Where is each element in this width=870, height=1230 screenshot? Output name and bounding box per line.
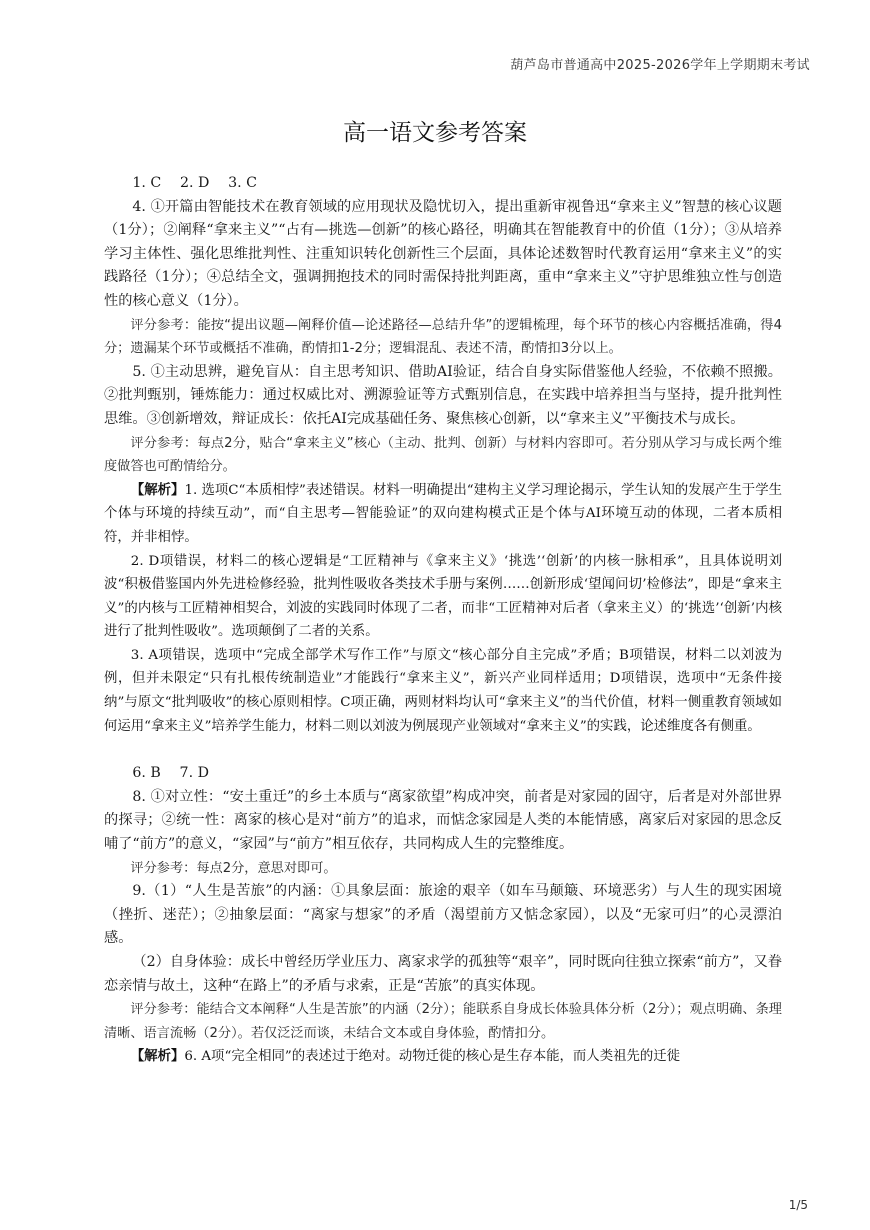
answer-content	[104, 172, 782, 1069]
answers-6-7: 6. B 7. D	[132, 765, 209, 782]
analysis-label: 【解析】	[130, 481, 185, 498]
analysis-q1-text: 1. 选项C“本质相悖”表述错误。材料一明确提出“建构主义学习理论揭示，学生认知的发展产生于学生个体与环境的持续互动”，而“自主思考—智能验证”的双向建构模式正是个体与AI环境互动的体现，二者本质相符，并非相悖。	[104, 482, 783, 545]
scoring-q8: 评分参考：每点2分，意思对即可。	[130, 860, 337, 876]
answer-q9-part2: （2）自身体验：成长中曾经历学业压力、离家求学的孤独等“艰辛”，同时既向往独立探索“前方”，又眷恋亲情与故土，这种“在路上”的矛盾与求索，正是“苦旅”的真实体现。	[104, 954, 782, 994]
answer-q5: 5. ①主动思辨，避免盲从：自主思考知识、借助AI验证，结合自身实际借鉴他人经验，不依赖不照搬。②批判甄别，锤炼能力：通过权威比对、溯源验证等方式甄别信息，在实践中培养担当与坚持，提升批判性思维。③创新增效，辩证成长：依托AI完成基础任务、聚焦核心创新，以“拿来主义”平衡技术与成长。	[104, 363, 782, 427]
section-gap	[104, 738, 782, 762]
analysis-q6-text: 6. A项“完全相同”的表述过于绝对。动物迁徙的核心是生存本能，而人类祖先的迁徙	[184, 1049, 681, 1065]
page-title: 高一语文参考答案	[343, 120, 527, 146]
exam-header: 葫芦岛市普通高中2025-2026学年上学期期末考试	[510, 58, 810, 73]
answer-q8: 8. ①对立性：“安土重迁”的乡土本质与“离家欲望”构成冲突，前者是对家园的固守，后者是对外部世界的探寻；②统一性：离家的核心是对“前方”的追求，而惦念家园是人类的本能情感，离家后对家园的思念反哺了“前方”的意义，“家园”与“前方”相互依存，共同构成人生的完整维度。	[104, 788, 782, 853]
scoring-q4: 评分参考：能按“提出议题—阐释价值—论述路径—总结升华”的逻辑梳理，每个环节的核心内容概括准确，得4分；遗漏某个环节或概括不准确，酌情扣1-2分；逻辑混乱、表述不清，酌情扣3分以上。	[104, 317, 782, 357]
analysis-q2: 2. D项错误，材料二的核心逻辑是“工匠精神与《拿来主义》‘挑选’‘创新’的内核一脉相承”，且具体说明刘波“积极借鉴国内外先进检修经验，批判性吸收各类技术手册与案例……创新形成‘望闻问切’检修法”，即是“拿来主义”的内核与工匠精神相契合，刘波的实践同时体现了二者，而非“工匠精神对后者（拿来主义）的‘挑选’‘创新’内核进行了批判性吸收”。选项颠倒了二者的关系。	[104, 553, 782, 640]
analysis-q1	[104, 479, 782, 550]
page-number: 1/5	[788, 1198, 808, 1212]
answers-1-3: 1. C 2. D 3. C	[132, 175, 258, 191]
analysis-q6	[104, 1045, 782, 1069]
scoring-q9: 评分参考：能结合文本阐释“人生是苦旅”的内涵（2分）；能联系自身成长体验具体分析（2分）；观点明确、条理清晰、语言流畅（2分）。若仅泛泛而谈，未结合文本或自身体验，酌情扣分。	[104, 1002, 782, 1041]
answer-q9-part1: 9.（1）“人生是苦旅”的内涵：①具象层面：旅途的艰辛（如车马颠簸、环境恶劣）与人生的现实困境（挫折、迷茫）；②抽象层面：“离家与想家”的矛盾（渴望前方又惦念家园），以及“无家可归”的心灵漂泊感。	[104, 883, 782, 947]
analysis-q3: 3. A项错误，选项中“完成全部学术写作工作”与原文“核心部分自主完成”矛盾；B项错误，材料二以刘波为例，但并未限定“只有扎根传统制造业”才能践行“拿来主义”，新兴产业同样适用；D项错误，选项中“无条件接纳”与原文“批判吸收”的核心原则相悖。C项正确，两则材料均认可“拿来主义”的当代价值，材料一侧重教育领域如何运用“拿来主义”培养学生能力，材料二则以刘波为例展现产业领域对“拿来主义”的实践，论述维度各有侧重。	[104, 647, 782, 734]
answer-q4: 4. ①开篇由智能技术在教育领域的应用现状及隐忧切入，提出重新审视鲁迅“拿来主义”智慧的核心议题（1分）；②阐释“拿来主义”“占有—挑选—创新”的核心路径，明确其在智能教育中的价值（1分）；③从培养学习主体性、强化思维批判性、注重知识转化创新性三个层面，具体论述数智时代教育运用“拿来主义”的实践路径（1分）；④总结全文，强调拥抱技术的同时需保持批判距离，重申“拿来主义”守护思维独立性与创造性的核心意义（1分）。	[104, 198, 782, 309]
scoring-q5: 评分参考：每点2分，贴合“拿来主义”核心（主动、批判、创新）与材料内容即可。若分别从学习与成长两个维度做答也可酌情给分。	[104, 435, 782, 475]
analysis-label-2: 【解析】	[130, 1048, 185, 1065]
